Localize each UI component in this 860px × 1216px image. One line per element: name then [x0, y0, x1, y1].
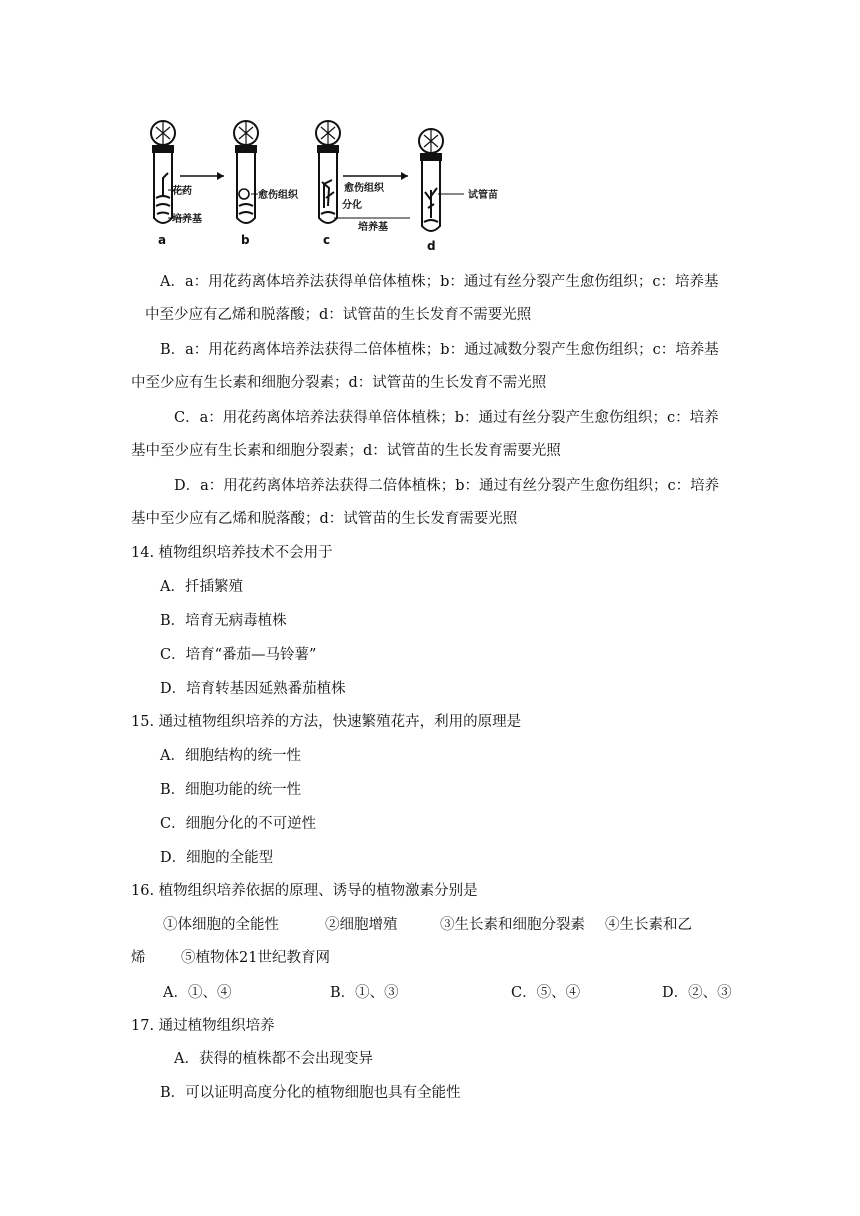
- label-medium-a: 培养基: [172, 214, 202, 225]
- q16-item-4-cont: 烯: [131, 950, 146, 966]
- label-callus-c: 愈伤组织: [344, 183, 384, 194]
- q16-item-1: ①体细胞的全能性: [163, 917, 279, 933]
- q13-option-d-line2: 基中至少应有乙烯和脱落酸；d：试管苗的生长发育需要光照: [131, 511, 518, 527]
- tube-letter-c: c: [323, 233, 331, 247]
- label-callus-b: 愈伤组织: [258, 190, 298, 201]
- test-tube-diagram: [138, 118, 510, 256]
- q17-stem: 17. 通过植物组织培养: [131, 1018, 275, 1034]
- tube-c: [316, 121, 340, 223]
- q14-option-b: B．培育无病毒植株: [160, 613, 287, 629]
- q15-stem: 15. 通过植物组织培养的方法，快速繁殖花卉，利用的原理是: [131, 714, 522, 730]
- q16-option-c: C．⑤、④: [511, 985, 581, 1001]
- q14-stem: 14. 植物组织培养技术不会用于: [131, 545, 333, 561]
- q13-option-b-line1: B．a：用花药离体培养法获得二倍体植株；b：通过减数分裂产生愈伤组织；c：培养基: [160, 342, 719, 358]
- q16-option-a: A．①、④: [163, 985, 232, 1001]
- q14-option-a: A．扦插繁殖: [160, 579, 243, 595]
- q16-option-d: D．②、③: [662, 985, 732, 1001]
- q15-option-b: B．细胞功能的统一性: [160, 782, 302, 798]
- label-differentiation: 分化: [342, 200, 362, 211]
- q13-option-c-line1: C．a：用花药离体培养法获得单倍体植株；b：通过有丝分裂产生愈伤组织；c：培养: [174, 410, 719, 426]
- label-medium-c: 培养基: [358, 222, 388, 233]
- q13-option-a-line1: A．a：用花药离体培养法获得单倍体植株；b：通过有丝分裂产生愈伤组织；c：培养基: [160, 274, 719, 290]
- q16-item-2: ②细胞增殖: [325, 917, 398, 933]
- label-anther: 花药: [172, 186, 192, 197]
- q17-option-a: A．获得的植株都不会出现变异: [174, 1051, 373, 1067]
- q13-option-c-line2: 基中至少应有生长素和细胞分裂素；d：试管苗的生长发育需要光照: [131, 443, 561, 459]
- q17-option-b: B．可以证明高度分化的植物细胞也具有全能性: [160, 1085, 461, 1101]
- tube-b: [234, 121, 258, 223]
- q15-option-c: C．细胞分化的不可逆性: [160, 816, 317, 832]
- q15-option-d: D．细胞的全能型: [160, 850, 274, 866]
- q14-option-c: C．培育“番茄—马铃薯”: [160, 647, 317, 663]
- tissue-culture-figure: [138, 118, 510, 256]
- label-plantlet: 试管苗: [468, 190, 498, 201]
- q16-item-3: ③生长素和细胞分裂素: [440, 917, 585, 933]
- tube-letter-d: d: [427, 239, 436, 253]
- q16-option-b: B．①、③: [330, 985, 399, 1001]
- q16-stem: 16. 植物组织培养依据的原理、诱导的植物激素分别是: [131, 883, 478, 899]
- q13-option-d-line1: D．a：用花药离体培养法获得二倍体植株；b：通过有丝分裂产生愈伤组织；c：培养: [174, 478, 720, 494]
- q15-option-a: A．细胞结构的统一性: [160, 748, 301, 764]
- tube-d: [419, 129, 443, 231]
- q16-item-4: ④生长素和乙: [605, 917, 692, 933]
- q16-item-5: ⑤植物体21世纪教育网: [181, 950, 330, 966]
- tube-letter-b: b: [241, 233, 250, 247]
- tube-letter-a: a: [158, 233, 167, 247]
- q13-option-b-line2: 中至少应有生长素和细胞分裂素；d：试管苗的生长发育不需光照: [131, 375, 547, 391]
- tube-a: [151, 121, 175, 223]
- q13-option-a-line2: 中至少应有乙烯和脱落酸；d：试管苗的生长发育不需要光照: [145, 307, 532, 323]
- q14-option-d: D．培育转基因延熟番茄植株: [160, 681, 346, 697]
